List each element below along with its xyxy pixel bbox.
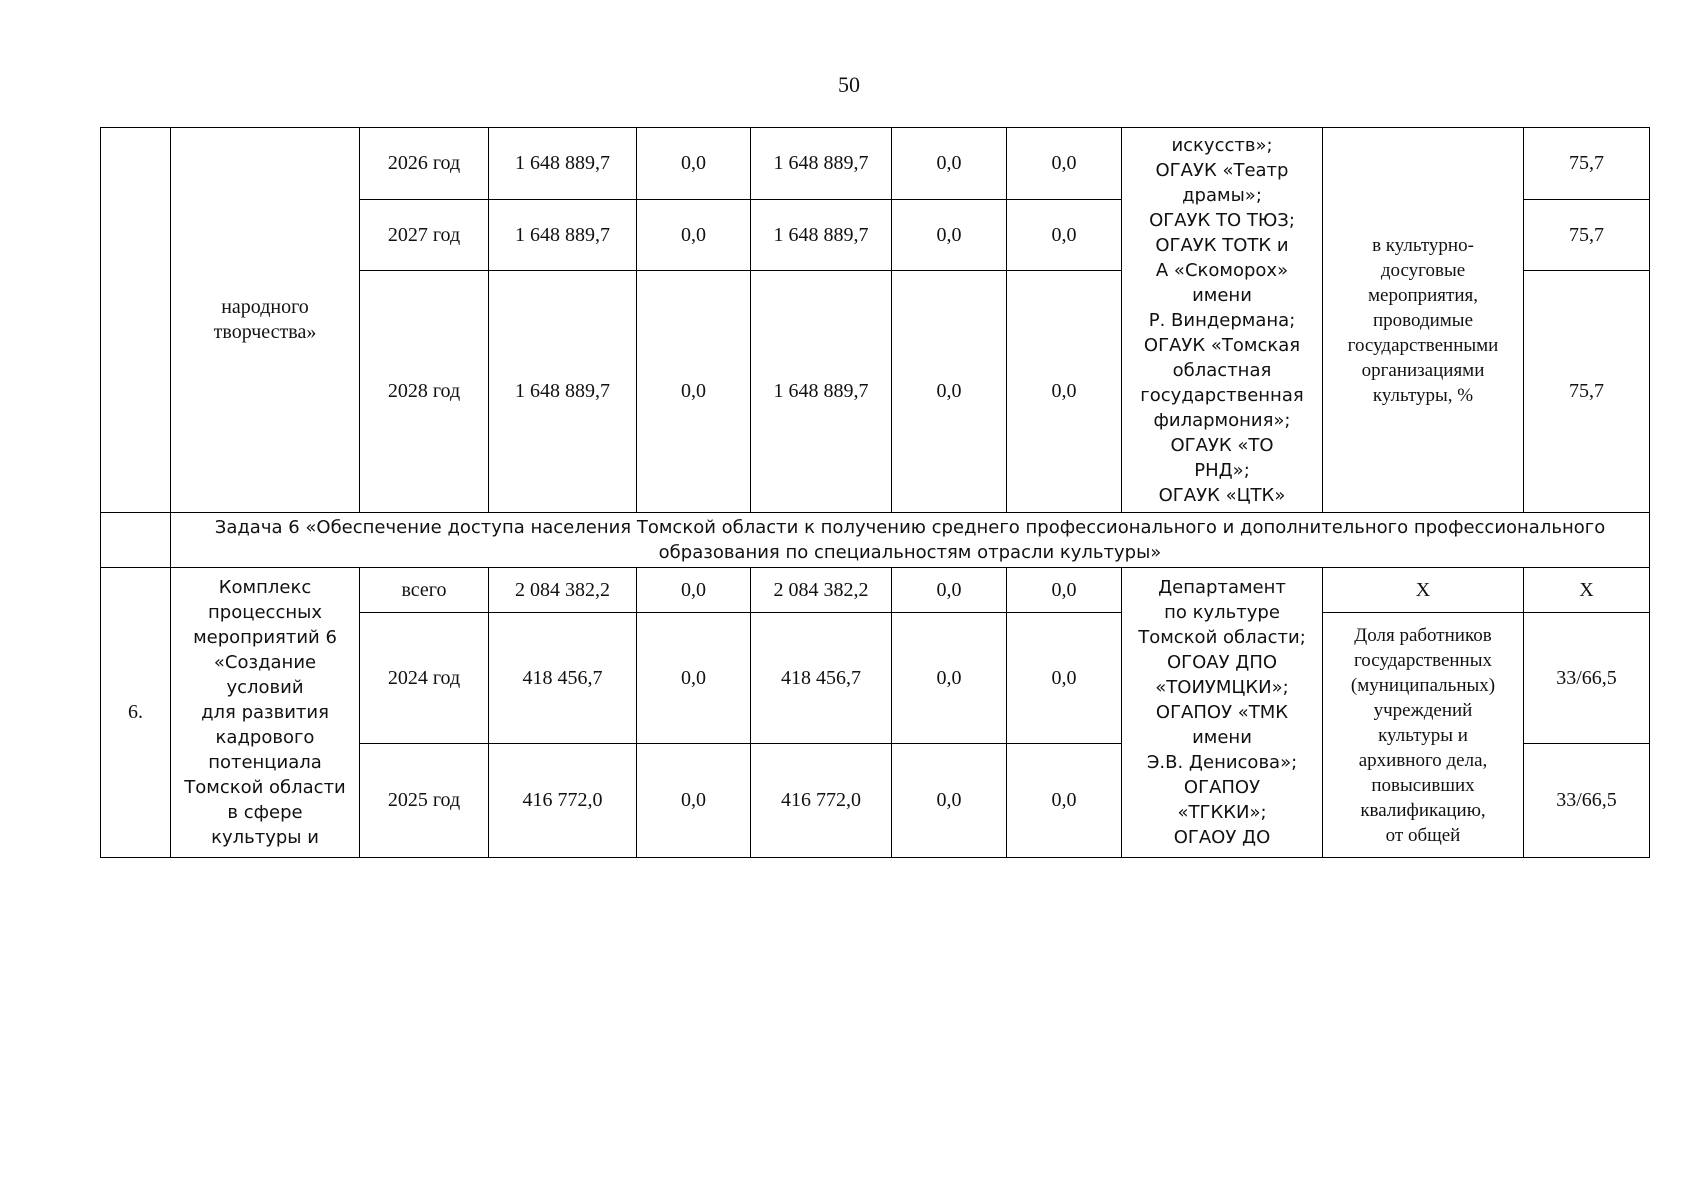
local-cell: 0,0 <box>892 271 1007 513</box>
indicator-value-cell: 75,7 <box>1524 200 1650 271</box>
year-cell: 2026 год <box>360 128 489 200</box>
indicator-value-cell: 33/66,5 <box>1524 744 1650 858</box>
indicator-value-cell: Х <box>1524 568 1650 613</box>
other-cell: 0,0 <box>1007 613 1122 744</box>
executor-cell: Департамент по культуре Томской области; ОГОАУ ДПО «ТОИУМЦКИ»; ОГАПОУ «ТМК имени Э.В. Денисова»; ОГАПОУ «ТГККИ»; ОГАОУ ДО <box>1122 568 1323 858</box>
row-number-cell <box>101 128 171 513</box>
other-cell: 0,0 <box>1007 200 1122 271</box>
total-cell: 1 648 889,7 <box>489 128 637 200</box>
total-cell: 2 084 382,2 <box>489 568 637 613</box>
other-cell: 0,0 <box>1007 271 1122 513</box>
year-cell: всего <box>360 568 489 613</box>
local-cell: 0,0 <box>892 200 1007 271</box>
indicator-cell: в культурно- досуговые мероприятия, проводимые государственными организациями культуры, % <box>1323 128 1524 513</box>
federal-cell: 0,0 <box>637 568 751 613</box>
regional-cell: 418 456,7 <box>751 613 892 744</box>
table-row <box>101 128 1650 200</box>
year-cell: 2024 год <box>360 613 489 744</box>
year-cell: 2027 год <box>360 200 489 271</box>
event-name-cell: народного творчества» <box>171 128 360 513</box>
federal-cell: 0,0 <box>637 744 751 858</box>
indicator-value-cell: 75,7 <box>1524 271 1650 513</box>
regional-cell: 1 648 889,7 <box>751 200 892 271</box>
federal-cell: 0,0 <box>637 200 751 271</box>
total-cell: 416 772,0 <box>489 744 637 858</box>
other-cell: 0,0 <box>1007 568 1122 613</box>
local-cell: 0,0 <box>892 613 1007 744</box>
event-name-cell: Комплекс процессных мероприятий 6 «Создание условий для развития кадрового потенциала Томской области в сфере культуры и <box>171 568 360 858</box>
federal-cell: 0,0 <box>637 613 751 744</box>
total-cell: 1 648 889,7 <box>489 271 637 513</box>
table-row <box>101 568 1650 613</box>
page-number: 50 <box>838 72 860 97</box>
federal-cell: 0,0 <box>637 271 751 513</box>
total-cell: 1 648 889,7 <box>489 200 637 271</box>
year-cell: 2028 год <box>360 271 489 513</box>
task-row <box>101 513 1650 568</box>
executor-cell: искусств»; ОГАУК «Театр драмы»; ОГАУК ТО ТЮЗ; ОГАУК ТОТК и А «Скоморох» имени Р. Виндермана; ОГАУК «Томская областная государственная филармония»; ОГАУК «ТО РНД»; ОГАУК «ЦТК» <box>1122 128 1323 513</box>
local-cell: 0,0 <box>892 744 1007 858</box>
local-cell: 0,0 <box>892 568 1007 613</box>
row-number-cell <box>101 513 171 568</box>
indicator-cell: Доля работников государственных (муниципальных) учреждений культуры и архивного дела, повысивших квалификацию, от общей <box>1323 613 1524 858</box>
row-number-cell: 6. <box>101 568 171 858</box>
indicator-value-cell: 33/66,5 <box>1524 613 1650 744</box>
indicator-cell: Х <box>1323 568 1524 613</box>
regional-cell: 1 648 889,7 <box>751 271 892 513</box>
local-cell: 0,0 <box>892 128 1007 200</box>
year-cell: 2025 год <box>360 744 489 858</box>
budget-table <box>100 127 1650 858</box>
total-cell: 418 456,7 <box>489 613 637 744</box>
regional-cell: 1 648 889,7 <box>751 128 892 200</box>
federal-cell: 0,0 <box>637 128 751 200</box>
regional-cell: 416 772,0 <box>751 744 892 858</box>
indicator-value-cell: 75,7 <box>1524 128 1650 200</box>
task-heading: Задача 6 «Обеспечение доступа населения Томской области к получению среднего профессионального и дополнительного профессионального образования по специальностям отрасли культуры» <box>171 513 1650 568</box>
regional-cell: 2 084 382,2 <box>751 568 892 613</box>
other-cell: 0,0 <box>1007 744 1122 858</box>
other-cell: 0,0 <box>1007 128 1122 200</box>
